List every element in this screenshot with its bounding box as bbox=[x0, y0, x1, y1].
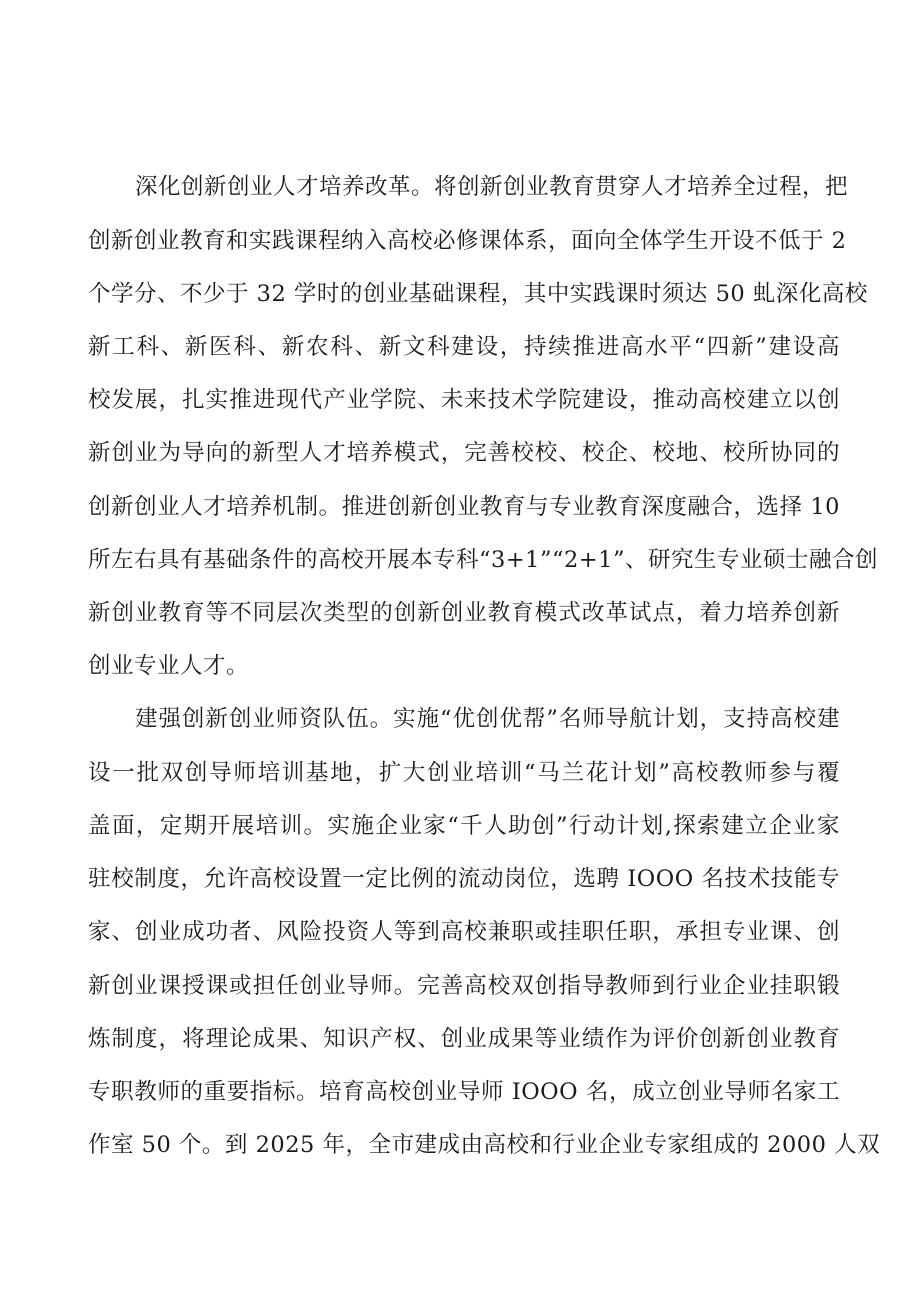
paragraph-line: 新创业为导向的新型人才培养模式，完善校校、校企、校地、校所协同的 bbox=[88, 440, 840, 466]
paragraph-line: 盖面，定期开展培训。实施企业家“千人助创”行动计划,探索建立企业家 bbox=[88, 813, 840, 839]
paragraph-line: 建强创新创业师资队伍。实施“优创优帮”名师导航计划，支持高校建 bbox=[135, 706, 840, 732]
paragraph-line: 校发展，扎实推进现代产业学院、未来技术学院建设，推动高校建立以创 bbox=[88, 387, 840, 413]
paragraph-line: 设一批双创导师培训基地，扩大创业培训“马兰花计划”高校教师参与覆 bbox=[88, 760, 840, 786]
paragraph-line: 新工科、新医科、新农科、新文科建设，持续推进高水平“四新”建设高 bbox=[88, 334, 840, 360]
paragraph-line: 驻校制度，允许高校设置一定比例的流动岗位，选聘 IOOO 名技术技能专 bbox=[88, 866, 840, 892]
paragraph-line: 创新创业教育和实践课程纳入高校必修课体系，面向全体学生开设不低于 2 bbox=[88, 228, 847, 254]
paragraph-line: 家、创业成功者、风险投资人等到高校兼职或挂职任职，承担专业课、创 bbox=[88, 919, 840, 945]
paragraph-line: 作室 50 个。到 2025 年，全市建成由高校和行业企业专家组成的 2000 人双 bbox=[88, 1132, 881, 1158]
paragraph-line: 专职教师的重要指标。培育高校创业导师 IOOO 名，成立创业导师名家工 bbox=[88, 1079, 840, 1105]
paragraph-line: 个学分、不少于 32 学时的创业基础课程，其中实践课时须达 50 虬深化高校 bbox=[88, 281, 868, 307]
paragraph-line: 新创业课授课或担任创业导师。完善高校双创指导教师到行业企业挂职锻 bbox=[88, 973, 840, 999]
paragraph-line: 深化创新创业人才培养改革。将创新创业教育贯穿人才培养全过程，把 bbox=[135, 174, 849, 200]
paragraph-line: 新创业教育等不同层次类型的创新创业教育模式改革试点，着力培养创新 bbox=[88, 600, 840, 626]
paragraph-line: 所左右具有基础条件的高校开展本专科“3+1”“2+1”、研究生专业硕士融合创 bbox=[88, 547, 878, 573]
paragraph-line: 炼制度，将理论成果、知识产权、创业成果等业绩作为评价创新创业教育 bbox=[88, 1026, 840, 1052]
paragraph-line: 创新创业人才培养机制。推进创新创业教育与专业教育深度融合，选择 10 bbox=[88, 494, 840, 520]
paragraph-line: 创业专业人才。 bbox=[88, 653, 250, 679]
